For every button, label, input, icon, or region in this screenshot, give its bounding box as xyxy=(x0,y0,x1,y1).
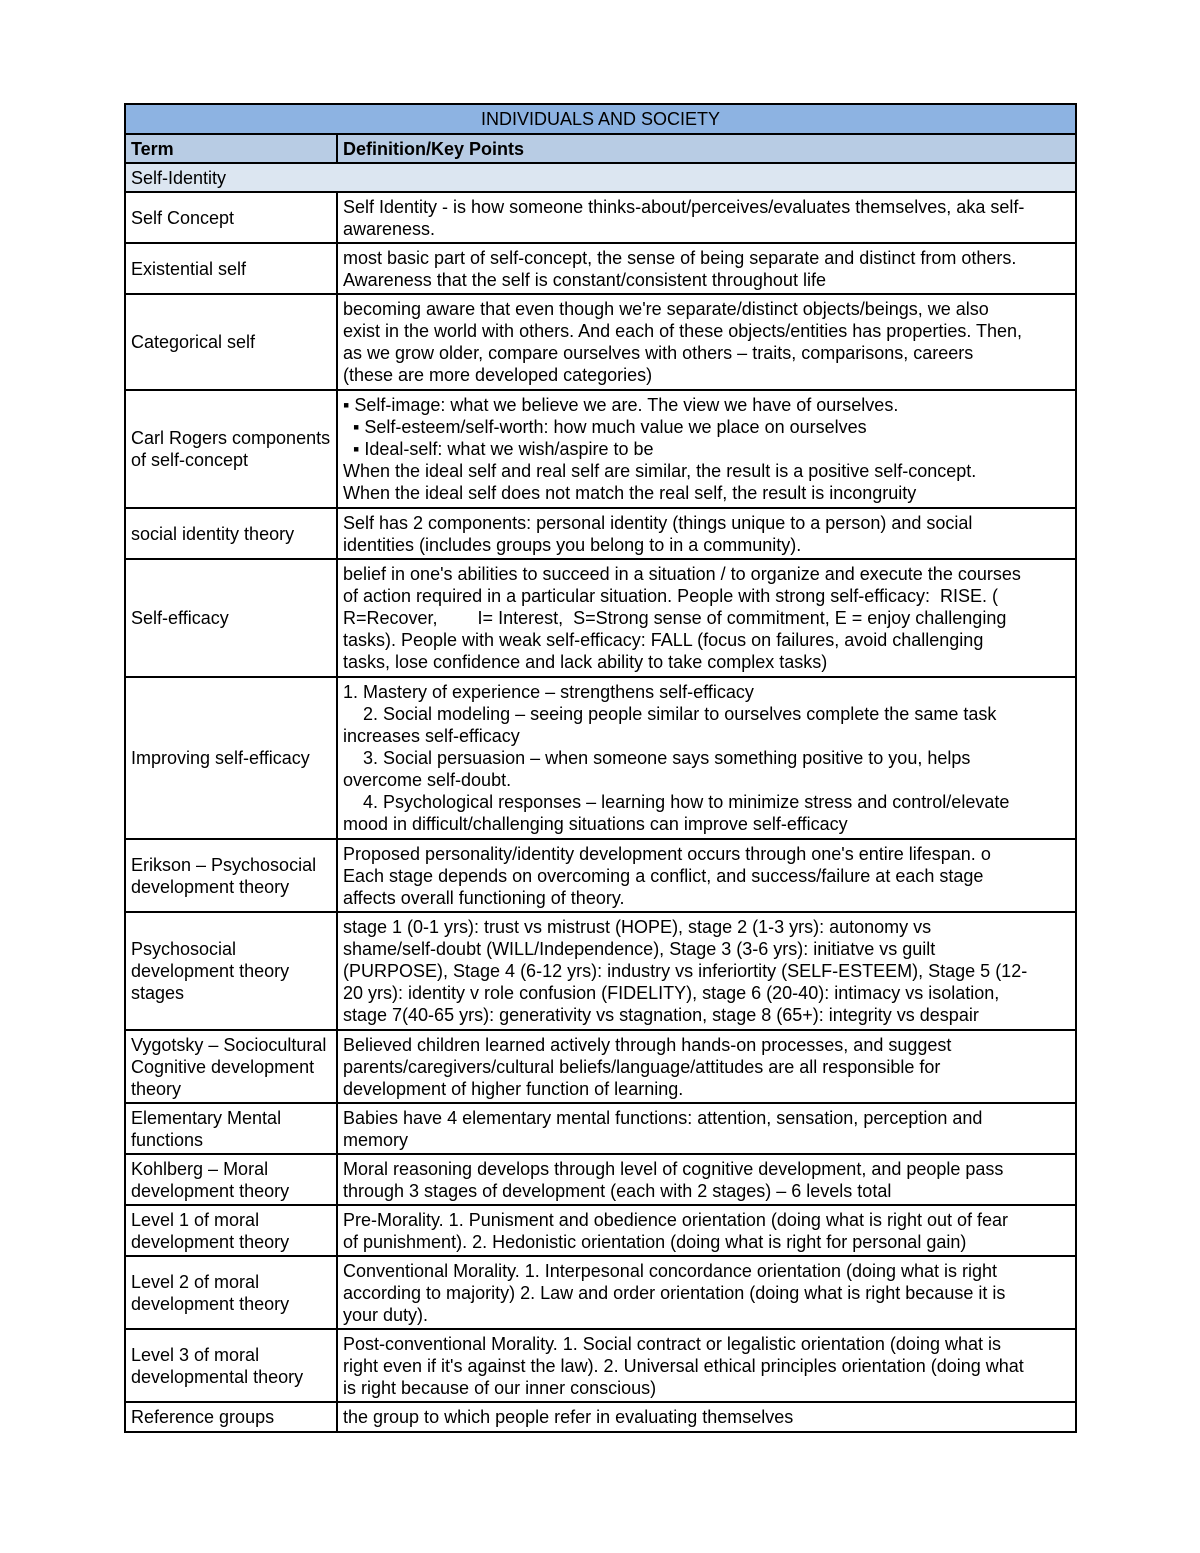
definition-cell xyxy=(337,1154,1076,1205)
definition-line: is right because of our inner conscious) xyxy=(343,1377,657,1398)
definition-line: becoming aware that even though we're separate/distinct objects/beings, we also xyxy=(343,299,989,319)
definition-cell xyxy=(337,677,1076,839)
definition-line: the group to which people refer in evaluating themselves xyxy=(343,1407,794,1427)
definition-line: belief in one's abilities to succeed in a situation / to organize and execute the courses xyxy=(343,564,1021,584)
term-cell: Reference groups xyxy=(125,1402,337,1432)
term-cell: Carl Rogers components of self-concept xyxy=(125,390,337,508)
definition-line: Believed children learned actively through hands-on processes, and suggest xyxy=(343,1034,952,1055)
definition-line: as we grow older, compare ourselves with others – traits, comparisons, careers xyxy=(343,343,974,363)
definition-line: through 3 stages of development (each with 2 stages) – 6 levels total xyxy=(343,1180,892,1201)
table-row xyxy=(125,1256,1076,1329)
section-label: Self-Identity xyxy=(125,163,1076,192)
table-row xyxy=(125,192,1076,243)
definition-line: ▪ Self-image: what we believe we are. The view we have of ourselves. xyxy=(343,395,899,415)
definition-line: Post-conventional Morality. 1. Social contract or legalistic orientation (doing what is xyxy=(343,1333,1001,1354)
definition-line: When the ideal self does not match the real self, the result is incongruity xyxy=(343,483,917,503)
definition-line: 4. Psychological responses – learning how to minimize stress and control/elevate xyxy=(343,792,1010,812)
table-row xyxy=(125,1103,1076,1154)
term-cell: Self Concept xyxy=(125,192,337,243)
definition-line: according to majority) 2. Law and order orientation (doing what is right because it is xyxy=(343,1282,1006,1303)
definition-line: 3. Social persuasion – when someone says something positive to you, helps xyxy=(343,748,971,768)
definition-line: Proposed personality/identity development occurs through one's entire lifespan. o xyxy=(343,843,991,864)
term-cell: Vygotsky – Sociocultural Cognitive development theory xyxy=(125,1030,337,1103)
definition-line: of punishment). 2. Hedonistic orientation (doing what is right for personal gain) xyxy=(343,1231,967,1252)
definition-line: tasks, lose confidence and lack ability to take complex tasks) xyxy=(343,652,828,672)
definition-cell xyxy=(337,294,1076,390)
definition-line: Self Identity - is how someone thinks-about/perceives/evaluates themselves, aka self- xyxy=(343,196,1025,217)
table-row xyxy=(125,1030,1076,1103)
definition-line: ▪ Ideal-self: what we wish/aspire to be xyxy=(343,439,654,459)
definition-line: memory xyxy=(343,1129,409,1150)
table-row xyxy=(125,839,1076,912)
definition-cell xyxy=(337,508,1076,559)
term-header: Term xyxy=(125,134,337,163)
table-row xyxy=(125,508,1076,559)
term-cell: Erikson – Psychosocial development theory xyxy=(125,839,337,912)
definition-line: Babies have 4 elementary mental functions: attention, sensation, perception and xyxy=(343,1107,983,1128)
definition-line: of action required in a particular situation. People with strong self-efficacy: RISE. ( xyxy=(343,586,998,606)
table-row xyxy=(125,559,1076,677)
definition-line: mood in difficult/challenging situations can improve self-efficacy xyxy=(343,814,848,834)
definition-line: Each stage depends on overcoming a conflict, and success/failure at each stage xyxy=(343,865,984,886)
definition-line: 20 yrs): identity v role confusion (FIDELITY), stage 6 (20-40): intimacy vs isolation, xyxy=(343,983,1000,1003)
definition-cell xyxy=(337,1103,1076,1154)
table-row xyxy=(125,390,1076,508)
table-row xyxy=(125,1205,1076,1256)
definition-line: (PURPOSE), Stage 4 (6-12 yrs): industry vs inferiortity (SELF-ESTEEM), Stage 5 (12- xyxy=(343,961,1028,981)
term-cell: Level 3 of moral developmental theory xyxy=(125,1329,337,1402)
table-row xyxy=(125,1154,1076,1205)
table-body xyxy=(125,104,1076,1432)
definition-cell xyxy=(337,1030,1076,1103)
definition-cell xyxy=(337,839,1076,912)
definitions-table xyxy=(124,103,1077,1433)
term-cell: Level 1 of moral development theory xyxy=(125,1205,337,1256)
table-title: INDIVIDUALS AND SOCIETY xyxy=(125,104,1076,134)
definition-line: R=Recover, I= Interest, S=Strong sense of commitment, E = enjoy challenging xyxy=(343,608,1007,628)
definition-line: right even if it's against the law). 2. Universal ethical principles orientation (doing what xyxy=(343,1355,1024,1376)
definition-cell xyxy=(337,1256,1076,1329)
table-row xyxy=(125,294,1076,390)
definition-cell xyxy=(337,559,1076,677)
definition-line: Moral reasoning develops through level of cognitive development, and people pass xyxy=(343,1158,1004,1179)
term-cell: Psychosocial development theory stages xyxy=(125,912,337,1030)
definition-line: When the ideal self and real self are similar, the result is a positive self-concept. xyxy=(343,461,977,481)
term-cell: Categorical self xyxy=(125,294,337,390)
table-row xyxy=(125,1329,1076,1402)
definition-line: tasks). People with weak self-efficacy: FALL (focus on failures, avoid challenging xyxy=(343,630,984,650)
definition-cell xyxy=(337,192,1076,243)
table-row xyxy=(125,243,1076,294)
table-row xyxy=(125,912,1076,1030)
definition-line: stage 7(40-65 yrs): generativity vs stagnation, stage 8 (65+): integrity vs despair xyxy=(343,1005,979,1025)
definition-cell xyxy=(337,243,1076,294)
term-cell: social identity theory xyxy=(125,508,337,559)
definition-line: overcome self-doubt. xyxy=(343,770,512,790)
definition-cell xyxy=(337,912,1076,1030)
definition-line: identities (includes groups you belong to in a community). xyxy=(343,534,802,555)
definition-line: development of higher function of learning. xyxy=(343,1078,684,1099)
term-cell: Elementary Mental functions xyxy=(125,1103,337,1154)
definition-line: 2. Social modeling – seeing people similar to ourselves complete the same task xyxy=(343,704,997,724)
definition-line: Self has 2 components: personal identity (things unique to a person) and social xyxy=(343,512,973,533)
table-row xyxy=(125,677,1076,839)
definition-header: Definition/Key Points xyxy=(337,134,1076,163)
definition-cell xyxy=(337,390,1076,508)
definition-line: stage 1 (0-1 yrs): trust vs mistrust (HOPE), stage 2 (1-3 yrs): autonomy vs xyxy=(343,917,932,937)
definition-line: most basic part of self-concept, the sense of being separate and distinct from others. xyxy=(343,247,1017,268)
title-row xyxy=(125,104,1076,134)
table-row xyxy=(125,1402,1076,1432)
definition-line: 1. Mastery of experience – strengthens self-efficacy xyxy=(343,682,754,702)
term-cell: Kohlberg – Moral development theory xyxy=(125,1154,337,1205)
section-row xyxy=(125,163,1076,192)
definition-line: Awareness that the self is constant/consistent throughout life xyxy=(343,269,826,290)
definition-cell xyxy=(337,1329,1076,1402)
term-cell: Level 2 of moral development theory xyxy=(125,1256,337,1329)
definition-cell xyxy=(337,1402,1076,1432)
definition-cell xyxy=(337,1205,1076,1256)
header-row xyxy=(125,134,1076,163)
term-cell: Existential self xyxy=(125,243,337,294)
definition-line: exist in the world with others. And each of these objects/entities has properties. Then, xyxy=(343,321,1023,341)
definition-line: shame/self-doubt (WILL/Independence), Stage 3 (3-6 yrs): initiatve vs guilt xyxy=(343,939,936,959)
definition-line: parents/caregivers/cultural beliefs/language/attitudes are all responsible for xyxy=(343,1056,941,1077)
term-cell: Improving self-efficacy xyxy=(125,677,337,839)
definition-line: Conventional Morality. 1. Interpesonal concordance orientation (doing what is right xyxy=(343,1260,998,1281)
term-cell: Self-efficacy xyxy=(125,559,337,677)
definition-line: ▪ Self-esteem/self-worth: how much value we place on ourselves xyxy=(343,417,867,437)
definition-line: affects overall functioning of theory. xyxy=(343,887,625,908)
definition-line: awareness. xyxy=(343,218,436,239)
definition-line: increases self-efficacy xyxy=(343,726,520,746)
definition-line: (these are more developed categories) xyxy=(343,365,653,385)
definition-line: Pre-Morality. 1. Punisment and obedience orientation (doing what is right out of fear xyxy=(343,1209,1009,1230)
definition-line: your duty). xyxy=(343,1304,429,1325)
